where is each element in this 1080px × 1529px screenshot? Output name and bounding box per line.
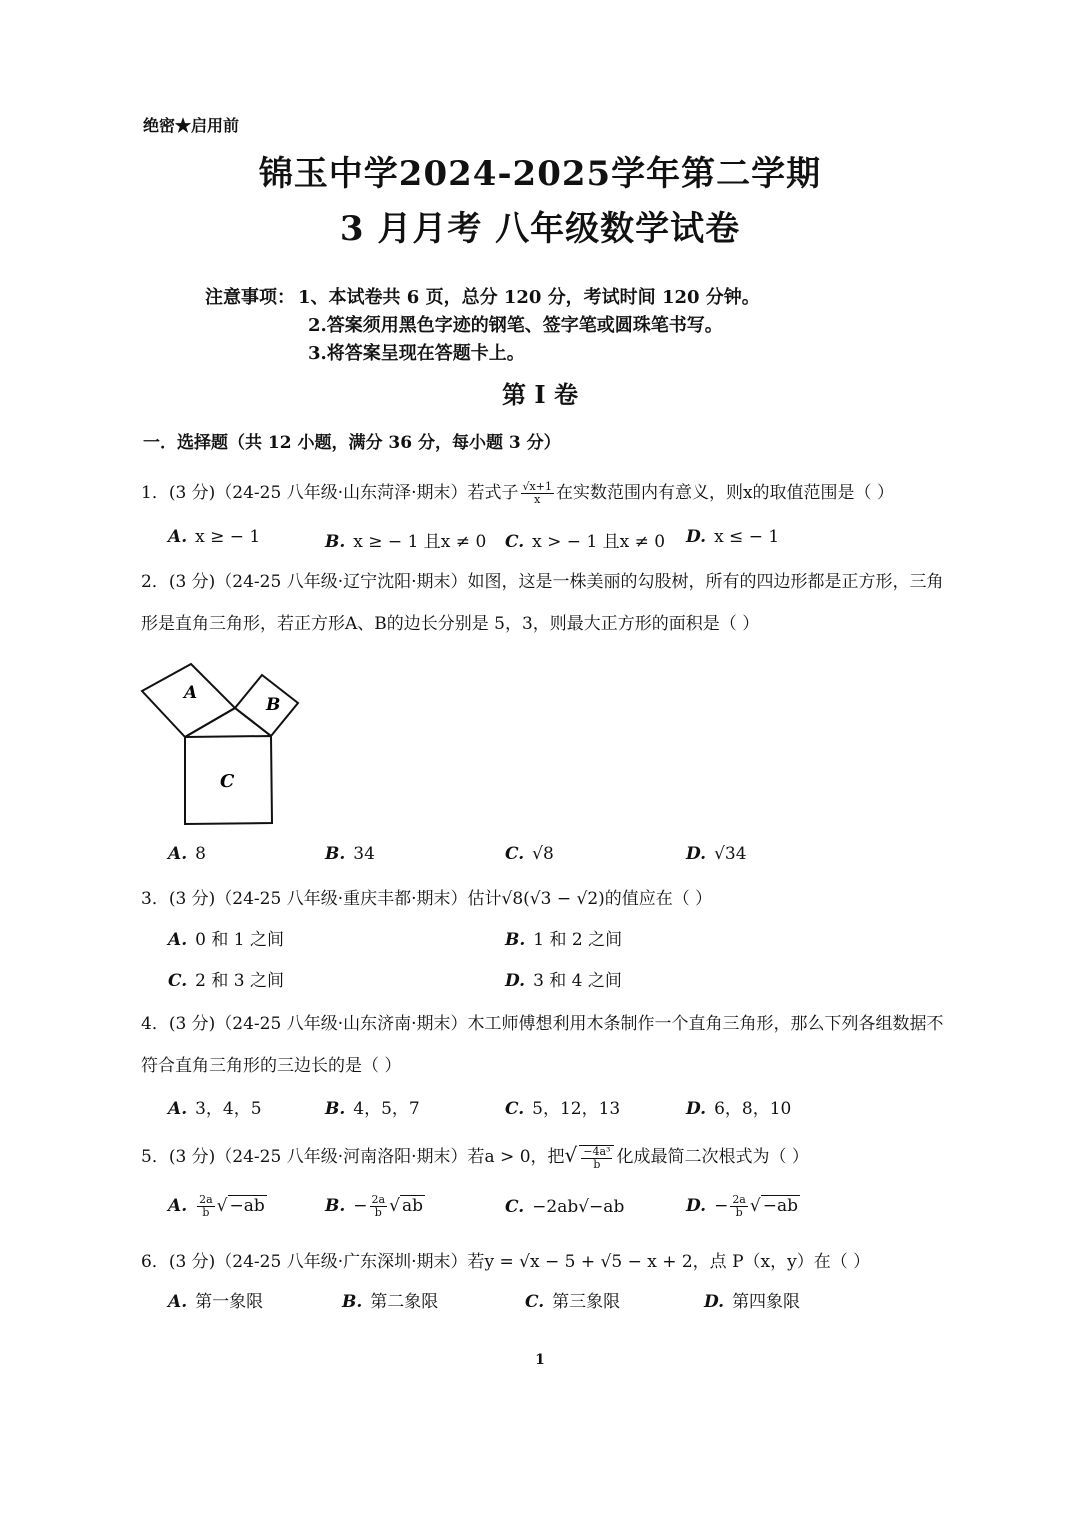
- option-d: D. √34: [686, 844, 747, 864]
- question-5: 5．(3 分)（24-25 八年级·河南洛阳·期末）若a > 0，把√ $\frac{\text{−4a³}}{b}$ 化成最简二次根式为（ ）: [141, 1143, 809, 1171]
- option-c: C. 2 和 3 之间: [168, 971, 284, 991]
- option-b: B. − $\frac{2a}{b}$ √ ab: [325, 1193, 423, 1219]
- option-b: B. 第二象限: [342, 1292, 439, 1312]
- question-4-line-2: 符合直角三角形的三边长的是（ ）: [141, 1056, 402, 1076]
- question-3: 3．(3 分)（24-25 八年级·重庆丰都·期末）估计√8(√3 − √2)的值应在（ ）: [141, 889, 713, 909]
- option-c: C. 第三象限: [525, 1292, 621, 1312]
- option-a: A. 0 和 1 之间: [168, 930, 284, 950]
- question-text: 化成最简二次根式为（ ）: [616, 1147, 809, 1167]
- question-text: 5．(3 分)（24-25 八年级·河南洛阳·期末）若a > 0，把: [141, 1147, 565, 1167]
- question-6: 6．(3 分)（24-25 八年级·广东深圳·期末）若y = √x − 5 + √5 − x + 2，点 P（x，y）在（ ）: [141, 1252, 871, 1272]
- pythagoras-tree-figure: [138, 660, 318, 830]
- option-a: A. 8: [168, 844, 206, 864]
- square-c-label: C: [220, 771, 235, 792]
- option-c: C. √8: [505, 844, 554, 864]
- option-c: C. 5，12，13: [505, 1099, 621, 1119]
- fraction: $\frac{\text{−4a³}}{b}$: [579, 1145, 614, 1171]
- question-2-line-1: 2．(3 分)（24-25 八年级·辽宁沈阳·期末）如图，这是一株美丽的勾股树，所有的四边形都是正方形，三角: [141, 572, 944, 592]
- option-a: A. x ≥ − 1: [168, 527, 261, 547]
- page-number: 1: [535, 1352, 545, 1368]
- option-d: D. − $\frac{2a}{b}$ √ −ab: [686, 1193, 798, 1219]
- option-d: D. 第四象限: [704, 1292, 801, 1312]
- option-d: D. 6，8，10: [686, 1099, 792, 1119]
- question-text: 在实数范围内有意义，则x的取值范围是（ ）: [555, 483, 894, 503]
- fraction: $\frac{√x+1}{x}$: [522, 480, 552, 506]
- exam-title-line1: 锦玉中学2024-2025学年第二学期: [258, 154, 822, 194]
- square-a-label: A: [184, 683, 198, 703]
- notice-item-1: 1、本试卷共 6 页，总分 120 分，考试时间 120 分钟。: [298, 287, 760, 308]
- question-text: 1．(3 分)（24-25 八年级·山东菏泽·期末）若式子: [141, 483, 519, 503]
- notice-label: 注意事项：: [205, 287, 295, 308]
- question-4-line-1: 4．(3 分)（24-25 八年级·山东济南·期末）木工师傅想利用木条制作一个直角三角形，那么下列各组数据不: [141, 1014, 944, 1034]
- exam-title-line2: 3 月月考 八年级数学试卷: [339, 209, 741, 249]
- option-a: A. $\frac{2a}{b}$ √ −ab: [168, 1193, 265, 1219]
- option-b: B. 4，5，7: [325, 1099, 420, 1119]
- option-c: C. x > − 1 且x ≠ 0: [505, 532, 666, 552]
- option-b: B. x ≥ − 1 且x ≠ 0: [325, 532, 487, 552]
- question-1: [141, 478, 894, 506]
- secret-label: 绝密★启用前: [143, 116, 240, 135]
- option-b: B. 34: [325, 844, 375, 864]
- notice-item-3: 3.将答案呈现在答题卡上。: [308, 343, 525, 364]
- option-b: B. 1 和 2 之间: [505, 930, 623, 950]
- question-2-line-2: 形是直角三角形，若正方形A、B的边长分别是 5，3，则最大正方形的面积是（ ）: [141, 614, 760, 634]
- option-a: A. 第一象限: [168, 1292, 264, 1312]
- option-d: D. 3 和 4 之间: [505, 971, 622, 991]
- option-c: C. −2ab√−ab: [505, 1197, 625, 1217]
- square-b-label: B: [266, 695, 281, 715]
- section-heading: 一．选择题（共 12 小题，满分 36 分，每小题 3 分）: [143, 433, 561, 453]
- volume-heading: 第 I 卷: [502, 380, 578, 409]
- notice-item-2: 2.答案须用黑色字迹的钢笔、签字笔或圆珠笔书写。: [308, 315, 723, 336]
- option-a: A. 3，4，5: [168, 1099, 262, 1119]
- option-d: D. x ≤ − 1: [686, 527, 780, 547]
